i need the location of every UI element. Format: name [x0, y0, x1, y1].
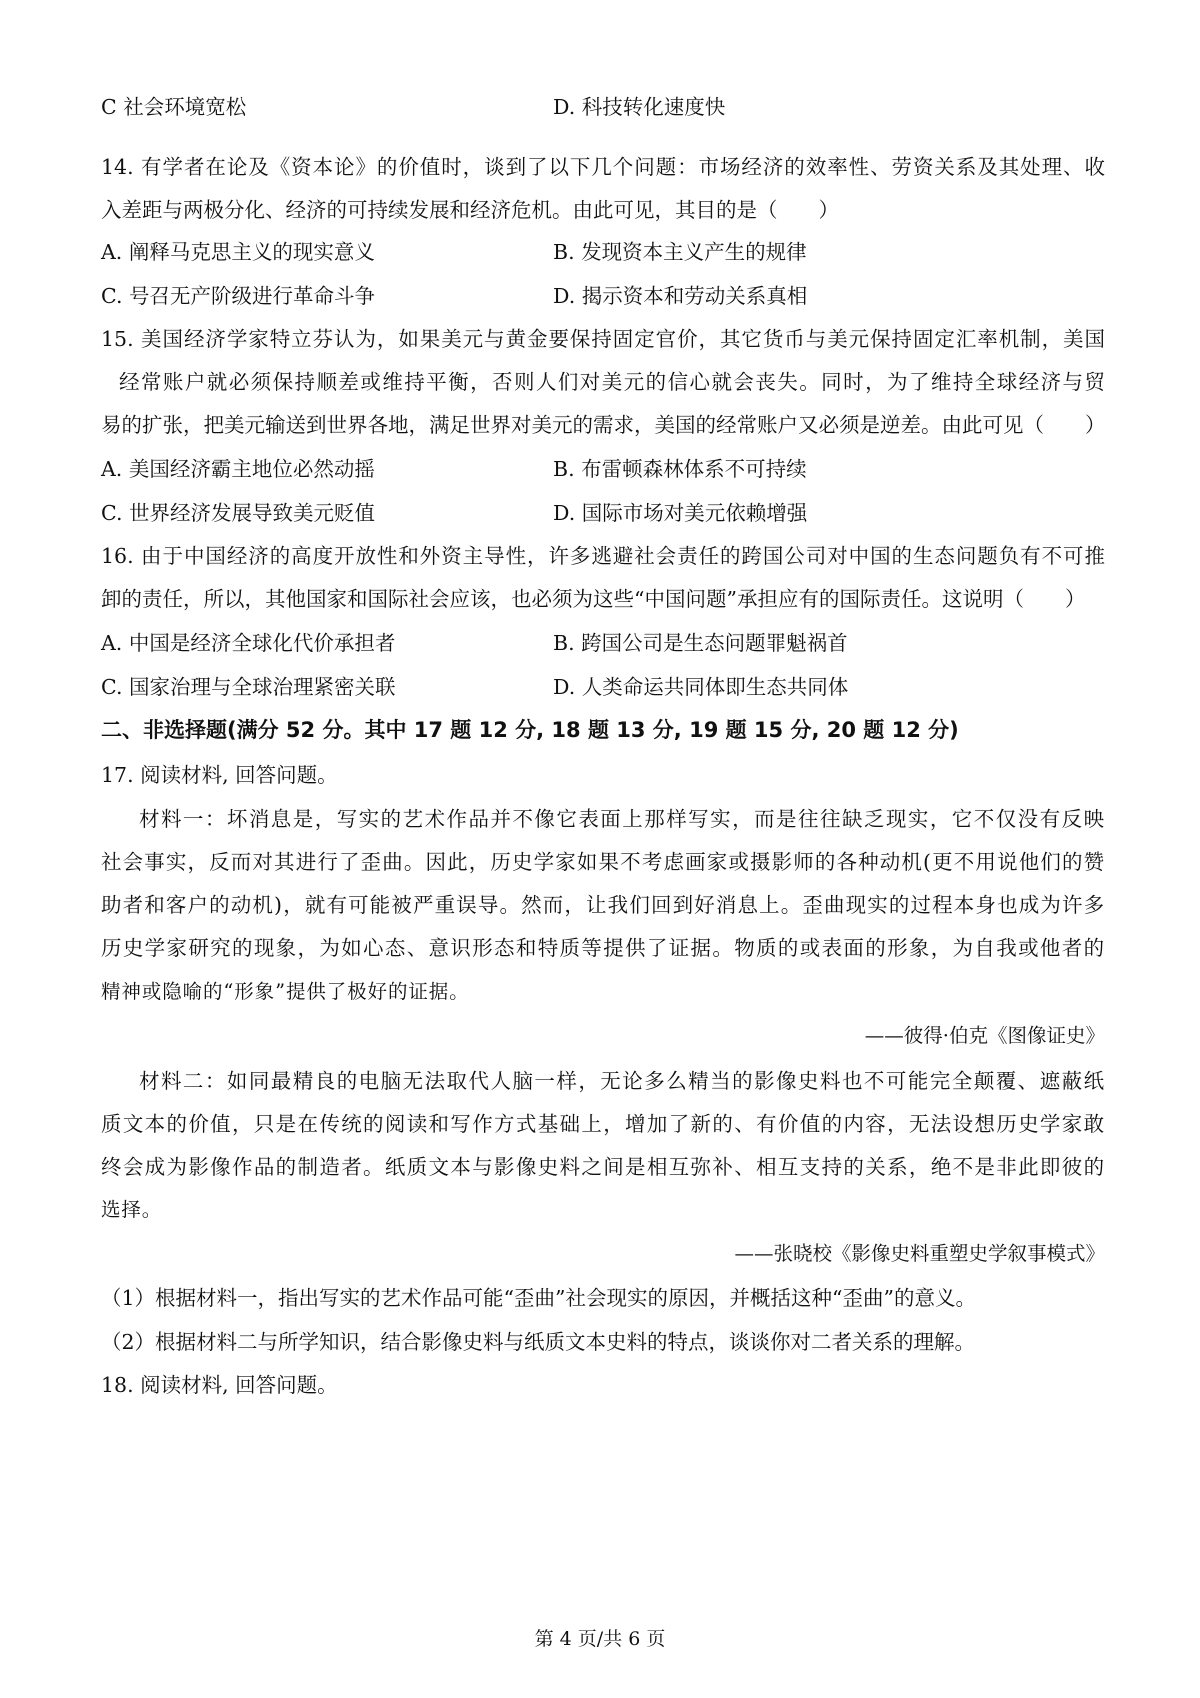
q14-option-a: A. 阐释马克思主义的现实意义	[101, 240, 375, 264]
q17-source1: ——彼得·伯克《图像证史》	[864, 1024, 1105, 1047]
page-number: 第 4 页/共 6 页	[534, 1628, 666, 1650]
q13-option-c: C 社会环境宽松	[101, 95, 247, 119]
q15-option-c: C. 世界经济发展导致美元贬值	[101, 501, 375, 525]
q16-option-b: B. 跨国公司是生态问题罪魁祸首	[553, 631, 848, 655]
q14-stem-line2: 入差距与两极分化、经济的可持续发展和经济危机。由此可见，其目的是（ ）	[101, 198, 839, 222]
q15-stem-line2: 经常账户就必须保持顺差或维持平衡，否则人们对美元的信心就会丧失。同时，为了维持全球经济与贸	[119, 370, 1105, 394]
q15-stem-line1: 15. 美国经济学家特立芬认为，如果美元与黄金要保持固定官价，其它货币与美元保持固定汇率机制，美国	[101, 327, 1105, 351]
q14-option-c: C. 号召无产阶级进行革命斗争	[101, 284, 375, 308]
section2-heading: 二、非选择题(满分 52 分。其中 17 题 12 分, 18 题 13 分, 19 题 15 分, 20 题 12 分)	[101, 718, 959, 742]
q15-option-b: B. 布雷顿森林体系不可持续	[553, 457, 807, 481]
q17-material1-line5: 精神或隐喻的“形象”提供了极好的证据。	[101, 980, 470, 1003]
q17-material1-line3: 助者和客户的动机)，就有可能被严重误导。然而，让我们回到好消息上。歪曲现实的过程本身也成为许多	[101, 893, 1105, 917]
q13-option-d: D. 科技转化速度快	[553, 95, 726, 119]
q17-material2-line3: 终会成为影像作品的制造者。纸质文本与影像史料之间是相互弥补、相互支持的关系，绝不是非此即彼的	[101, 1155, 1105, 1179]
q17-material2-line1: 材料二：如同最精良的电脑无法取代人脑一样，无论多么精当的影像史料也不可能完全颠覆、遮蔽纸	[139, 1069, 1105, 1093]
q15-option-d: D. 国际市场对美元依赖增强	[553, 501, 808, 525]
q17-subquestion-1: （1）根据材料一，指出写实的艺术作品可能“歪曲”社会现实的原因，并概括这种“歪曲”的意义。	[101, 1286, 976, 1310]
q15-option-a: A. 美国经济霸主地位必然动摇	[101, 457, 375, 481]
q17-material2-line4: 选择。	[101, 1198, 163, 1221]
q15-stem-line3: 易的扩张，把美元输送到世界各地，满足世界对美元的需求，美国的经常账户又必须是逆差。由此可见（ ）	[101, 413, 1106, 437]
q16-option-a: A. 中国是经济全球化代价承担者	[101, 631, 396, 655]
q14-option-b: B. 发现资本主义产生的规律	[553, 240, 807, 264]
q14-option-d: D. 揭示资本和劳动关系真相	[553, 284, 808, 308]
q14-stem-line1: 14. 有学者在论及《资本论》的价值时，谈到了以下几个问题：市场经济的效率性、劳资关系及其处理、收	[101, 155, 1105, 179]
q18-stem: 18. 阅读材料, 回答问题。	[101, 1373, 338, 1397]
q16-option-d: D. 人类命运共同体即生态共同体	[553, 675, 849, 699]
q17-subquestion-2: （2）根据材料二与所学知识，结合影像史料与纸质文本史料的特点，谈谈你对二者关系的理解。	[101, 1330, 976, 1354]
q17-material1-line1: 材料一：坏消息是，写实的艺术作品并不像它表面上那样写实，而是往往缺乏现实，它不仅没有反映	[139, 807, 1105, 831]
q17-material2-line2: 质文本的价值，只是在传统的阅读和写作方式基础上，增加了新的、有价值的内容，无法设想历史学家敢	[101, 1112, 1105, 1136]
q17-material1-line2: 社会事实，反而对其进行了歪曲。因此，历史学家如果不考虑画家或摄影师的各种动机(更不用说他们的赞	[101, 850, 1105, 874]
q17-material1-line4: 历史学家研究的现象，为如心态、意识形态和特质等提供了证据。物质的或表面的形象，为自我或他者的	[101, 936, 1105, 960]
q17-stem: 17. 阅读材料, 回答问题。	[101, 763, 338, 787]
q16-option-c: C. 国家治理与全球治理紧密关联	[101, 675, 396, 699]
q16-stem-line1: 16. 由于中国经济的高度开放性和外资主导性，许多逃避社会责任的跨国公司对中国的生态问题负有不可推	[101, 544, 1105, 568]
q17-source2: ——张晓校《影像史料重塑史学叙事模式》	[734, 1242, 1105, 1265]
q16-stem-line2: 卸的责任，所以，其他国家和国际社会应该，也必须为这些“中国问题”承担应有的国际责任。这说明（ ）	[101, 587, 1086, 611]
